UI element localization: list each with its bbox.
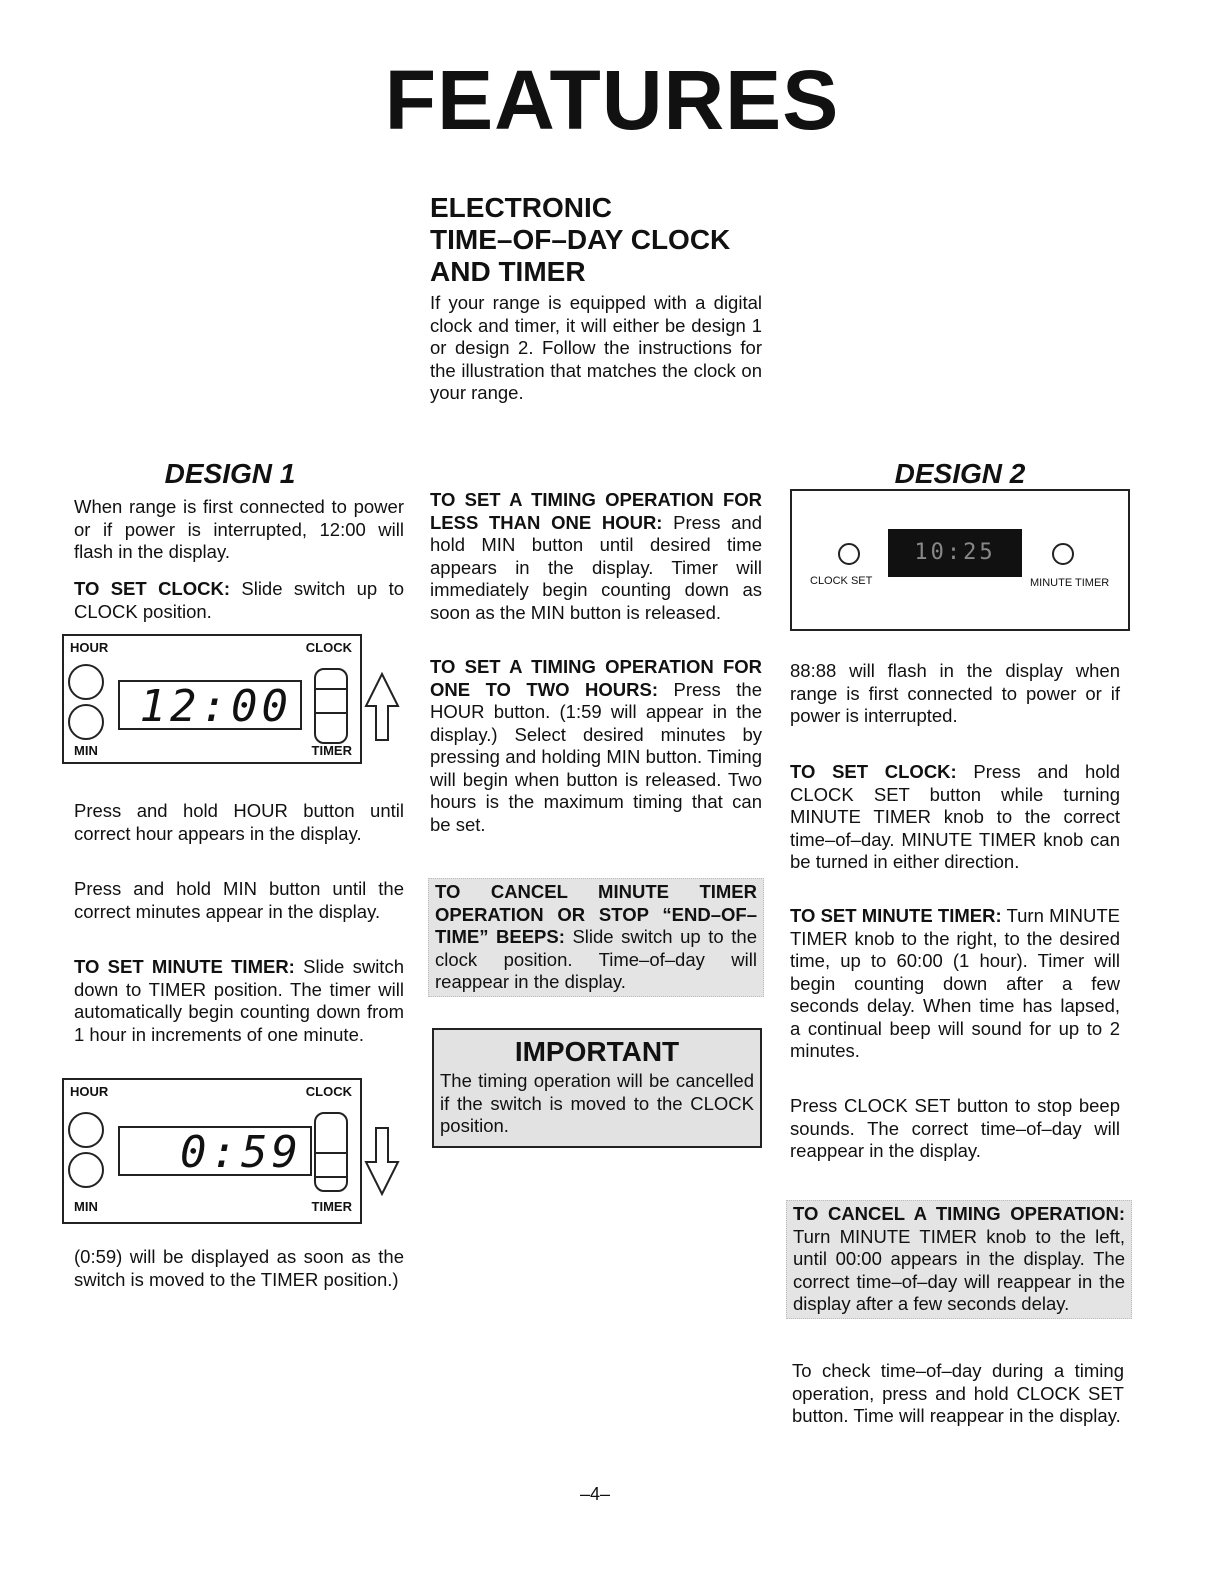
important-title: IMPORTANT bbox=[514, 1036, 680, 1067]
less-hour-label: TO SET A TIMING OPERATION FOR LESS THAN ONE HOUR: bbox=[430, 489, 762, 533]
d2-set-clock-text: Press and hold CLOCK SET button while turning MINUTE TIMER knob to the correct time–of–day. MINUTE TIMER knob can be turned in either direction. bbox=[790, 761, 1120, 872]
lcd-display: 0:59 bbox=[118, 1126, 312, 1176]
design2-panel bbox=[790, 489, 1130, 631]
design2-power-text: 88:88 will flash in the display when range is first connected to power or if power is interrupted. bbox=[790, 660, 1120, 726]
less-than-hour-text bbox=[430, 489, 762, 624]
clock-timer-switch[interactable] bbox=[314, 668, 348, 744]
design2-set-timer bbox=[790, 905, 1120, 1063]
d2-cancel-text: Turn MINUTE TIMER knob to the left, until 00:00 appears in the display. The correct time–of–day will reappear in the display after a few seconds delay. bbox=[793, 1225, 1125, 1314]
design1-set-clock bbox=[74, 578, 404, 623]
timer-label: TIMER bbox=[311, 743, 352, 758]
clock-set-label: CLOCK SET bbox=[810, 575, 873, 587]
design2-set-clock bbox=[790, 761, 1120, 874]
design2-cancel-note bbox=[786, 1200, 1132, 1319]
one-two-hours-text bbox=[430, 656, 762, 836]
set-clock-label: TO SET CLOCK: bbox=[74, 578, 230, 599]
set-timer-label: TO SET MINUTE TIMER: bbox=[74, 956, 295, 977]
minute-timer-knob[interactable] bbox=[1052, 543, 1074, 565]
intro-text: If your range is equipped with a digital clock and timer, it will either be design 1 or design 2. Follow the instructions for the illustration that matches the clock on your range. bbox=[430, 292, 762, 403]
one-two-text: Press the HOUR button. (1:59 will appear in the display.) Select desired minutes by pressing and holding MIN button. Timing will begin when button is released. Two hours is the maximum timing that can be set. bbox=[430, 678, 762, 835]
min-button[interactable] bbox=[68, 704, 104, 740]
clock-panel-0-59 bbox=[62, 1078, 362, 1224]
heading-line-3: AND TIMER bbox=[430, 256, 586, 287]
timer-label: TIMER bbox=[311, 1199, 352, 1214]
heading-line-1: ELECTRONIC bbox=[430, 192, 612, 223]
design1-title: DESIGN 1 bbox=[164, 458, 296, 489]
d2-cancel-label: TO CANCEL A TIMING OPERATION: bbox=[793, 1203, 1125, 1224]
hour-label: HOUR bbox=[70, 1084, 109, 1099]
important-box bbox=[432, 1028, 762, 1148]
hour-button[interactable] bbox=[68, 1112, 104, 1148]
design1-hour-text: Press and hold HOUR button until correct hour appears in the display. bbox=[74, 800, 404, 844]
page-title: FEATURES bbox=[384, 53, 840, 147]
one-two-label: TO SET A TIMING OPERATION FOR ONE TO TWO HOURS: bbox=[430, 656, 762, 700]
clock-label: CLOCK bbox=[305, 640, 352, 655]
d2-set-clock-label: TO SET CLOCK: bbox=[790, 761, 957, 782]
d2-set-timer-text: Turn MINUTE TIMER knob to the right, to the desired time, up to 60:00 (1 hour). Timer will begin counting down after a few seconds delay. When time has lapsed, a continual beep will sound for up to 2 minutes. bbox=[790, 905, 1120, 1061]
design2-display: 10:25 bbox=[888, 529, 1022, 577]
cancel-text: Slide switch up to the clock position. Time–of–day will reappear in the display. bbox=[435, 926, 757, 992]
lcd-display: 12:00 bbox=[118, 680, 302, 730]
switch-knob[interactable] bbox=[316, 688, 346, 714]
design2-title: DESIGN 2 bbox=[894, 458, 1026, 489]
arrow-up-icon bbox=[364, 672, 400, 742]
less-hour-text: Press and hold MIN button until desired time appears in the display. Timer will immediately begin counting down as soon as the MIN button is released. bbox=[430, 511, 763, 623]
cancel-label: TO CANCEL MINUTE TIMER OPERATION OR STOP “END–OF–TIME” BEEPS: bbox=[435, 881, 757, 947]
clock-label: CLOCK bbox=[305, 1084, 352, 1099]
hour-button[interactable] bbox=[68, 664, 104, 700]
set-clock-text: Slide switch up to CLOCK position. bbox=[74, 578, 404, 622]
design2-stop-beep: Press CLOCK SET button to stop beep sounds. The correct time–of–day will reappear in the display. bbox=[790, 1095, 1120, 1161]
min-label: MIN bbox=[74, 1199, 98, 1214]
clock-panel-12-00 bbox=[62, 634, 362, 764]
clock-set-button[interactable] bbox=[838, 543, 860, 565]
arrow-down-icon bbox=[364, 1126, 400, 1196]
page-number: –4– bbox=[579, 1484, 611, 1504]
design1-power-text: When range is first connected to power or if power is interrupted, 12:00 will flash in the display. bbox=[74, 496, 404, 562]
design1-min-text: Press and hold MIN button until the correct minutes appear in the display. bbox=[74, 878, 404, 922]
min-label: MIN bbox=[74, 743, 98, 758]
minute-timer-label: MINUTE TIMER bbox=[1030, 577, 1110, 589]
design2-check-text: To check time–of–day during a timing operation, press and hold CLOCK SET button. Time will reappear in the display. bbox=[792, 1360, 1124, 1426]
switch-knob[interactable] bbox=[316, 1152, 346, 1178]
heading-line-2: TIME–OF–DAY CLOCK bbox=[430, 224, 731, 255]
cancel-timer-note bbox=[428, 878, 764, 997]
hour-label: HOUR bbox=[70, 640, 109, 655]
section-heading bbox=[430, 192, 770, 288]
min-button[interactable] bbox=[68, 1152, 104, 1188]
d2-set-timer-label: TO SET MINUTE TIMER: bbox=[790, 905, 1002, 926]
set-timer-text: Slide switch down to TIMER position. The timer will automatically begin counting down from 1 hour in increments of one minute. bbox=[74, 956, 404, 1045]
important-text: The timing operation will be cancelled if the switch is moved to the CLOCK position. bbox=[440, 1070, 754, 1136]
design1-059-text: (0:59) will be displayed as soon as the switch is moved to the TIMER position.) bbox=[74, 1246, 404, 1290]
clock-timer-switch[interactable] bbox=[314, 1112, 348, 1192]
design1-set-timer bbox=[74, 956, 404, 1046]
